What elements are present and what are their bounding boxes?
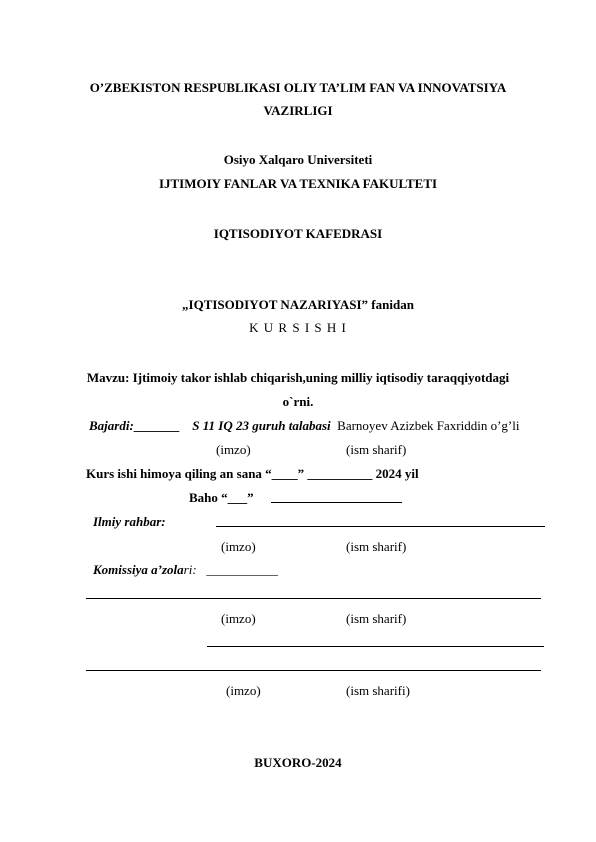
sig-imzo-1: (imzo)	[216, 442, 251, 457]
sig-ism-sharifi: (ism sharifi)	[346, 683, 410, 698]
defense-date-line: Kurs ishi himoya qiling an sana “____” __________ 2024 yil	[86, 466, 419, 481]
sig-ism-sharif-2: (ism sharif)	[346, 539, 407, 554]
performer-name: Barnoyev Azizbek Faxriddin o’g’li	[337, 418, 520, 433]
sig-ism-sharif-3: (ism sharif)	[346, 611, 407, 626]
sig-imzo-3: (imzo)	[221, 611, 256, 626]
university-name: Osiyo Xalqaro Universiteti	[223, 152, 373, 167]
grade-underline	[271, 502, 402, 503]
ministry-title-line2: VAZIRLIGI	[263, 103, 333, 118]
sig-ism-sharif-1: (ism sharif)	[346, 442, 407, 457]
performer-row	[89, 418, 519, 434]
performer-label: Bajardi:	[89, 418, 134, 433]
footer-city-year: BUXORO-2024	[254, 755, 342, 770]
commission-underline-1	[86, 598, 541, 599]
commission-blank: ___________	[206, 562, 278, 577]
department-name: IQTISODIYOT KAFEDRASI	[213, 226, 383, 241]
performer-blank: _______	[133, 418, 180, 433]
supervisor-underline	[216, 526, 545, 527]
grade-label: Baho “___”	[189, 490, 254, 505]
performer-group: S 11 IQ 23 guruh talabasi	[192, 418, 331, 433]
supervisor-label: Ilmiy rahbar:	[93, 514, 166, 529]
commission-label-suffix: ri:	[183, 562, 197, 577]
ministry-title-line1: O’ZBEKISTON RESPUBLIKASI OLIY TA’LIM FAN VA INNOVATSIYA	[89, 80, 507, 95]
topic-line1: Mavzu: Ijtimoiy takor ishlab chiqarish,uning milliy iqtisodiy taraqqiyotdagi	[86, 370, 510, 385]
sig-imzo-2: (imzo)	[221, 539, 256, 554]
faculty-name: IJTIMOIY FANLAR VA TEXNIKA FAKULTETI	[158, 176, 438, 191]
work-type: K U R S I S H I	[249, 320, 347, 335]
topic-line2: o`rni.	[282, 394, 314, 409]
commission-underline-2	[207, 646, 544, 647]
sig-imzo-4: (imzo)	[226, 683, 261, 698]
subject-title: „IQTISODIYOT NAZARIYASI” fanidan	[182, 297, 414, 312]
commission-underline-3	[86, 670, 541, 671]
commission-label: Komissiya a’zola	[93, 562, 184, 577]
commission-row	[93, 562, 278, 578]
